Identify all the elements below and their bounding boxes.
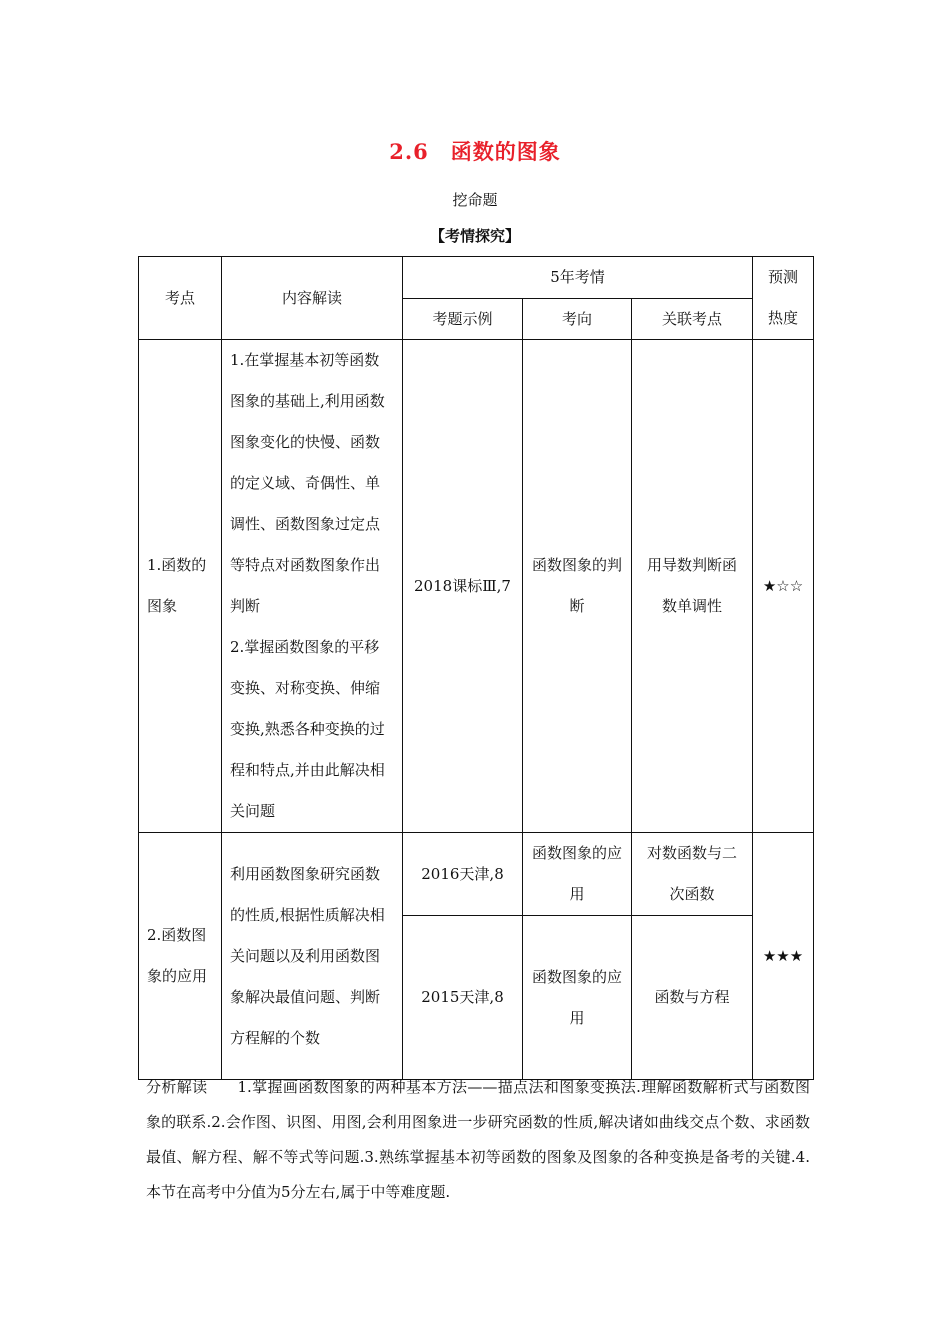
exam-analysis-table <box>138 256 814 1080</box>
header-related: 关联考点 <box>632 298 753 340</box>
subtitle: 挖命题 <box>452 191 498 209</box>
header-five-year: 5年考情 <box>403 257 753 299</box>
row1-example: 2018课标Ⅲ,7 <box>403 340 523 833</box>
row1-direction: 函数图象的判断 <box>523 340 632 833</box>
analysis-paragraph <box>146 1070 810 1210</box>
row2a-related: 对数函数与二次函数 <box>632 833 753 916</box>
section-label: 【考情探究】 <box>429 227 520 245</box>
table-header-row <box>139 257 814 299</box>
row2b-related: 函数与方程 <box>632 916 753 1080</box>
row1-content <box>222 340 403 833</box>
row2-heat: ★★★ <box>753 833 814 1080</box>
table-row <box>139 340 814 833</box>
row1-heat: ★☆☆ <box>753 340 814 833</box>
row2-point: 2.函数图象的应用 <box>139 833 222 1080</box>
row2b-example: 2015天津,8 <box>403 916 523 1080</box>
table-row <box>139 833 814 916</box>
analysis-body: 1.掌握画函数图象的两种基本方法——描点法和图象变换法.理解函数解析式与函数图象的联系.2.会作图、识图、用图,会利用图象进一步研究函数的性质,解决诸如曲线交点个数、求函数最值、解方程、解不等式等问题.3.熟练掌握基本初等函数的图象及图象的各种变换是备考的关键.4.本节在高考中分值为5分左右,属于中等难度题. <box>146 1078 810 1201</box>
header-direction: 考向 <box>523 298 632 340</box>
header-point: 考点 <box>139 257 222 340</box>
header-forecast: 预测热度 <box>753 257 814 340</box>
row2a-example: 2016天津,8 <box>403 833 523 916</box>
row2-content: 利用函数图象研究函数的性质,根据性质解决相关问题以及利用函数图象解决最值问题、判断方程解的个数 <box>222 833 403 1080</box>
header-content: 内容解读 <box>222 257 403 340</box>
row2a-direction: 函数图象的应用 <box>523 833 632 916</box>
row1-content-part2: 2.掌握函数图象的平移变换、对称变换、伸缩变换,熟悉各种变换的过程和特点,并由此解决相关问题 <box>230 638 385 820</box>
row1-content-part1: 1.在掌握基本初等函数图象的基础上,利用函数图象变化的快慢、函数的定义域、奇偶性、单调性、函数图象过定点等特点对函数图象作出判断 <box>230 351 385 615</box>
header-example: 考题示例 <box>403 298 523 340</box>
row1-related: 用导数判断函数单调性 <box>632 340 753 833</box>
analysis-label: 分析解读 <box>146 1078 208 1096</box>
row2b-direction: 函数图象的应用 <box>523 916 632 1080</box>
row1-point: 1.函数的图象 <box>139 340 222 833</box>
page-title: 2.6 函数的图象 <box>389 139 561 164</box>
